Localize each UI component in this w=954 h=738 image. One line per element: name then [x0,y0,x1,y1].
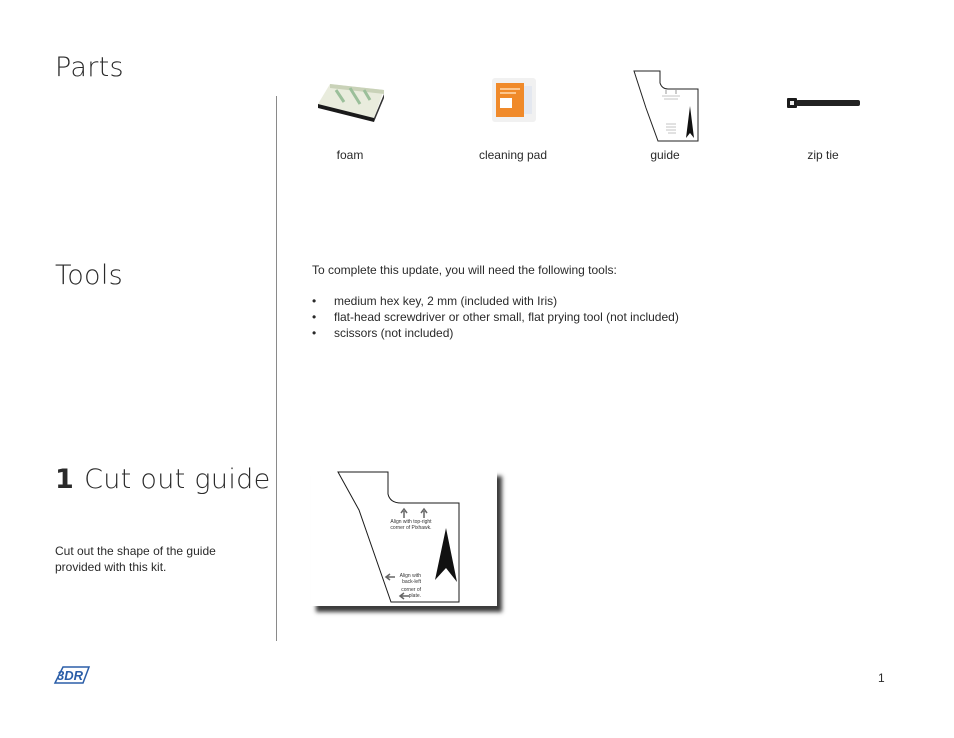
step-number: 1 [55,464,75,495]
guide-side-note-line: plate. [408,593,421,599]
guide-cutout-drawing [311,470,497,606]
tools-intro: To complete this update, you will need the following tools: [312,263,617,277]
step1-heading [55,464,271,495]
part-label-cleaning-pad: cleaning pad [478,148,548,162]
guide-top-note-line: corner of Pixhawk. [390,525,432,531]
tool-item: • flat-head screwdriver or other small, flat prying tool (not included) [312,309,679,325]
guide-top-note-line: Align with top-right [390,519,432,525]
parts-heading: Parts [55,52,124,83]
guide-side-note-line: back-left [402,579,421,585]
tool-item: • scissors (not included) [312,325,679,341]
guide-illustration [311,470,497,606]
step-title: Cut out guide [84,464,271,495]
tool-item: • medium hex key, 2 mm (included with Iris) [312,293,679,309]
guide-template-icon [632,70,700,142]
part-label-zip-tie: zip tie [807,148,839,162]
guide-side-note-line: corner of [401,587,421,593]
instruction-line: provided with this kit. [55,560,167,574]
cleaning-pad-icon [490,76,538,124]
guide-side-note-line: Align with [399,573,421,579]
part-label-guide: guide [650,148,680,162]
foam-pad-icon [314,80,386,122]
tools-heading: Tools [55,260,124,291]
vertical-divider [276,96,277,641]
part-label-foam: foam [336,148,364,162]
page-number: 1 [878,671,885,685]
step1-instructions [55,543,216,575]
tools-list [312,293,679,341]
logo-text: 3DR [57,668,84,683]
instruction-line: Cut out the shape of the guide [55,544,216,558]
zip-tie-icon [786,96,862,110]
3dr-logo [53,665,91,690]
